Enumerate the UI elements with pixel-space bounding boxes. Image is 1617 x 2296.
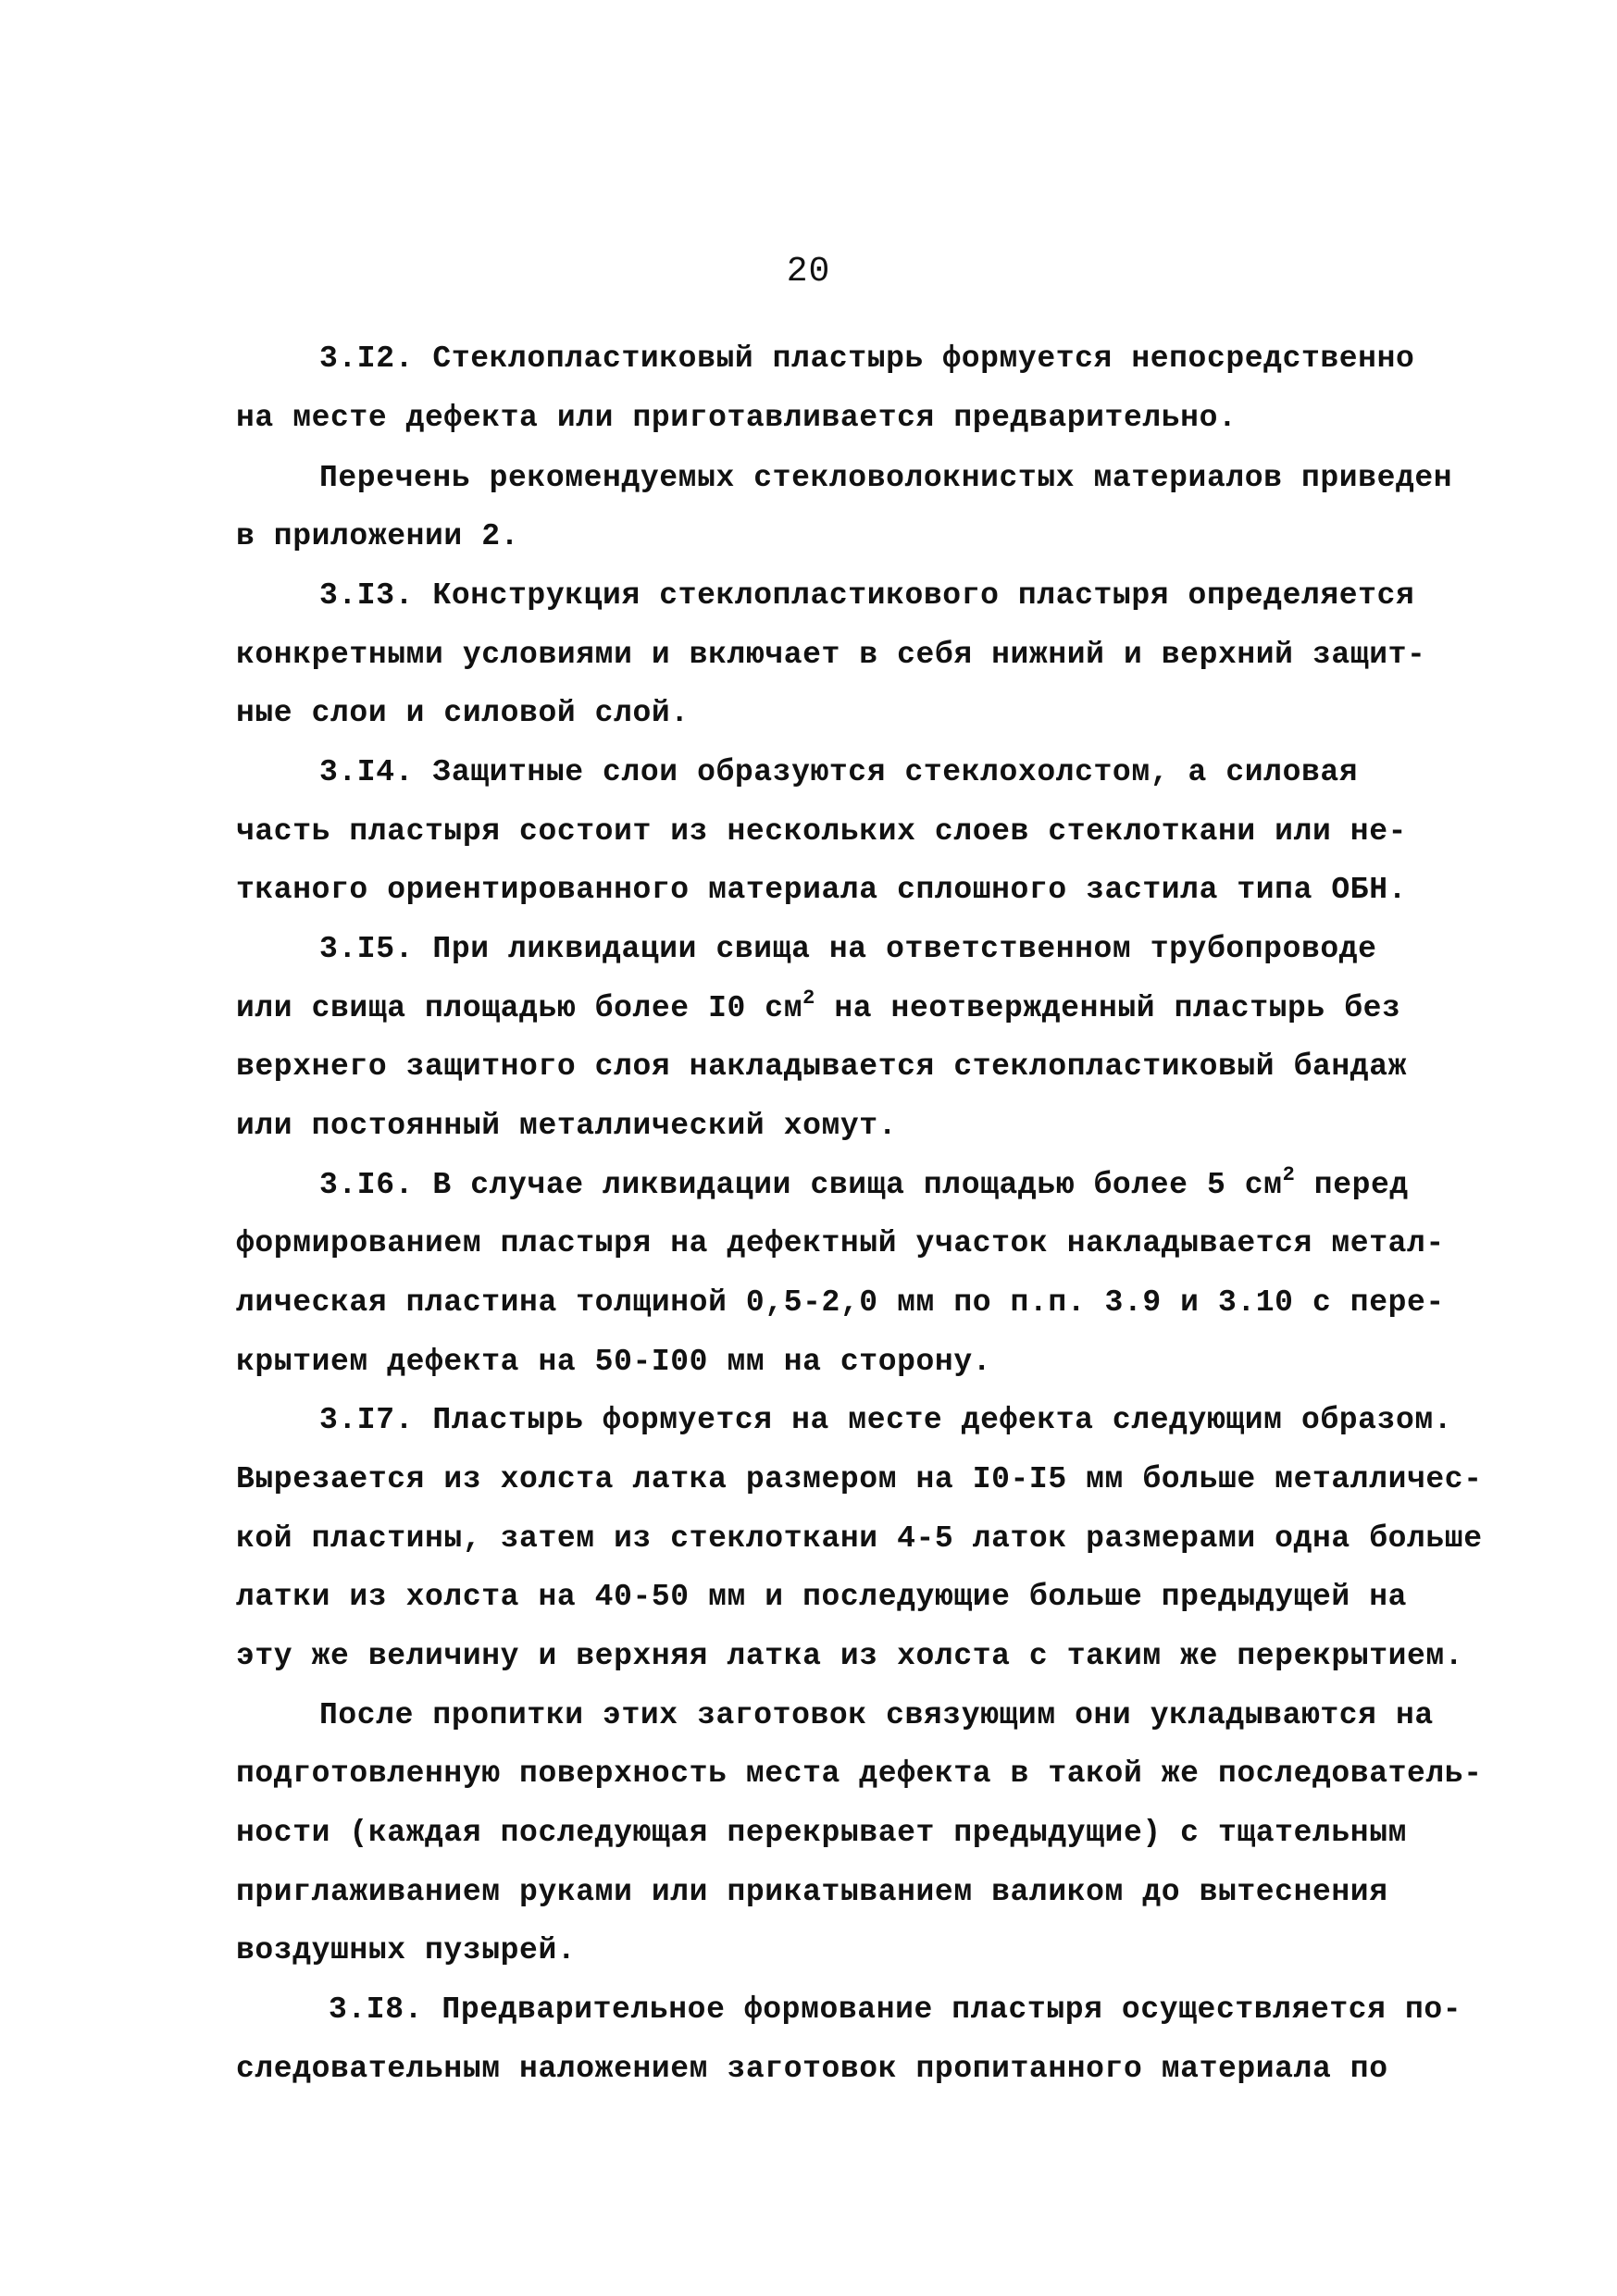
- page-number: 20: [786, 252, 831, 292]
- paragraph-3-17-line-1: 3.I7. Пластырь формуется на месте дефекта следующим образом.: [319, 1403, 1453, 1437]
- paragraph-3-12-line-1: 3.I2. Стеклопластиковый пластырь формуется непосредственно: [319, 341, 1415, 376]
- paragraph-3-15-line-3: верхнего защитного слоя накладывается стеклопластиковый бандаж: [236, 1049, 1407, 1084]
- paragraph-3-17-line-4: латки из холста на 40-50 мм и последующие больше предыдущей на: [236, 1580, 1407, 1614]
- paragraph-3-15-line-2-text-a: или свища площадью более I0 см: [236, 991, 803, 1025]
- paragraph-3-14-line-3: тканого ориентированного материала сплошного застила типа ОБН.: [236, 873, 1407, 907]
- paragraph-3-14-line-2: часть пластыря состоит из нескольких слоев стеклоткани или не-: [236, 814, 1407, 849]
- paragraph-3-17-line-5: эту же величину и верхняя латка из холста с таким же перекрытием.: [236, 1639, 1464, 1673]
- paragraph-3-18-line-1: 3.I8. Предварительное формование пластыря осуществляется по-: [329, 1992, 1462, 2027]
- paragraph-3-15-line-4: или постоянный металлический хомут.: [236, 1109, 898, 1143]
- superscript-2: 2: [802, 987, 815, 1010]
- paragraph-3-15-line-2-text-b: на неотвержденный пластырь без: [815, 991, 1401, 1025]
- paragraph-3-16-line-3: лическая пластина толщиной 0,5-2,0 мм по п.п. 3.9 и 3.10 с пере-: [236, 1285, 1445, 1320]
- paragraph-materials-line-2: в приложении 2.: [236, 519, 520, 553]
- paragraph-materials-line-1: Перечень рекомендуемых стекловолокнистых материалов приведен: [319, 461, 1453, 495]
- paragraph-impregnation-line-4: приглаживанием руками или прикатыванием валиком до вытеснения: [236, 1875, 1388, 1909]
- paragraph-3-13-line-3: ные слои и силовой слой.: [236, 696, 690, 730]
- paragraph-3-14-line-1: 3.I4. Защитные слои образуются стеклохолстом, а силовая: [319, 755, 1359, 789]
- paragraph-3-12-line-2: на месте дефекта или приготавливается предварительно.: [236, 401, 1238, 435]
- paragraph-3-13-line-1: 3.I3. Конструкция стеклопластикового пластыря определяется: [319, 578, 1415, 613]
- paragraph-3-16-line-1: [319, 1163, 1409, 1204]
- paragraph-3-18-line-2: следовательным наложением заготовок пропитанного материала по: [236, 2052, 1388, 2086]
- paragraph-3-16-line-2: формированием пластыря на дефектный участок накладывается метал-: [236, 1226, 1445, 1260]
- paragraph-3-16-line-4: крытием дефекта на 50-I00 мм на сторону.: [236, 1345, 992, 1379]
- paragraph-impregnation-line-3: ности (каждая последующая перекрывает предыдущие) с тщательным: [236, 1816, 1407, 1850]
- paragraph-3-13-line-2: конкретными условиями и включает в себя нижний и верхний защит-: [236, 638, 1426, 672]
- paragraph-3-17-line-2: Вырезается из холста латка размером на I0-I5 мм больше металличес-: [236, 1462, 1483, 1496]
- paragraph-impregnation-line-5: воздушных пузырей.: [236, 1933, 577, 1967]
- paragraph-impregnation-line-1: После пропитки этих заготовок связующим они укладываются на: [319, 1698, 1434, 1732]
- paragraph-3-15-line-1: 3.I5. При ликвидации свища на ответственном трубопроводе: [319, 932, 1377, 966]
- paragraph-3-16-line-1-text-b: перед: [1295, 1168, 1409, 1202]
- superscript-2: 2: [1282, 1163, 1296, 1186]
- paragraph-3-16-line-1-text-a: 3.I6. В случае ликвидации свища площадью более 5 см: [319, 1168, 1283, 1202]
- paragraph-impregnation-line-2: подготовленную поверхность места дефекта в такой же последователь-: [236, 1756, 1483, 1791]
- paragraph-3-17-line-3: кой пластины, затем из стеклоткани 4-5 латок размерами одна больше: [236, 1521, 1483, 1556]
- paragraph-3-15-line-2: [236, 987, 1401, 1027]
